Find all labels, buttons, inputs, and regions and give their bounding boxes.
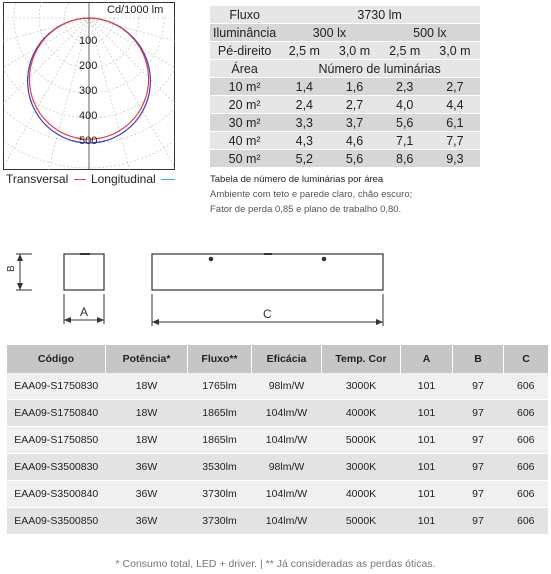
arrow — [97, 317, 104, 323]
area-row — [210, 96, 480, 113]
ring-label: 100 — [79, 35, 98, 47]
pe-direito-row — [210, 42, 480, 59]
polar-unit-label: Cd/1000 lm — [107, 4, 164, 16]
arrow — [152, 319, 159, 325]
col-header: Fluxo** — [188, 345, 252, 373]
count-cell: 2,4 — [279, 96, 329, 113]
legend-transversal-label: Transversal — [6, 172, 69, 186]
polar-legend — [6, 172, 177, 186]
cell: 97 — [453, 427, 504, 454]
area-cell: 50 m² — [210, 150, 279, 167]
height-cell: 3,0 m — [430, 42, 480, 59]
fluxo-row — [210, 6, 480, 23]
ring-label: 400 — [79, 110, 98, 122]
count-cell: 4,0 — [380, 96, 430, 113]
height-cell: 2,5 m — [380, 42, 430, 59]
table-row — [7, 454, 548, 481]
cell: 5000K — [322, 427, 401, 454]
area-header-row — [210, 60, 480, 77]
cell: 606 — [504, 454, 549, 481]
cell: EAA09-S3500840 — [7, 481, 106, 508]
col-header: B — [453, 345, 504, 373]
cell: 101 — [401, 481, 453, 508]
arrow — [17, 254, 23, 261]
cell: EAA09-S1750840 — [7, 400, 106, 427]
caption-line: Ambiente com teto e parede claro, chão escuro; — [210, 189, 413, 200]
cell: 5000K — [322, 508, 401, 535]
side-view — [152, 254, 383, 290]
cell: 606 — [504, 427, 549, 454]
label-a: A — [80, 305, 89, 319]
height-cell: 2,5 m — [279, 42, 329, 59]
iluminancia-row — [210, 24, 480, 41]
cell: 97 — [453, 508, 504, 535]
lumen-table-caption — [210, 172, 412, 217]
cell: 606 — [504, 508, 549, 535]
cell: 97 — [453, 400, 504, 427]
cell: 1865lm — [188, 427, 252, 454]
caption-line: Fator de perda 0,85 e plano de trabalho 0,80. — [210, 204, 402, 215]
cell: 36W — [106, 481, 188, 508]
area-row — [210, 78, 480, 95]
cell: 18W — [106, 373, 188, 400]
cell: 98lm/W — [252, 373, 322, 400]
count-cell: 5,6 — [329, 150, 379, 167]
cell: 3730lm — [188, 508, 252, 535]
polar-diagram — [3, 2, 175, 170]
cell: 101 — [401, 373, 453, 400]
mount-point — [209, 257, 213, 261]
label-c: C — [263, 307, 272, 321]
cell: 101 — [401, 427, 453, 454]
iluminancia-label: Iluminância — [210, 24, 279, 41]
cell: EAA09-S1750850 — [7, 427, 106, 454]
col-header: Temp. Cor — [322, 345, 401, 373]
col-header: Eficácia — [252, 345, 322, 373]
table-row — [7, 508, 548, 535]
cell: 606 — [504, 481, 549, 508]
cell: 101 — [401, 454, 453, 481]
cell: 4000K — [322, 481, 401, 508]
col-header: A — [401, 345, 453, 373]
cell: 3730lm — [188, 481, 252, 508]
cell: 101 — [401, 508, 453, 535]
col-header: Potência* — [106, 345, 188, 373]
ring-label: 300 — [79, 85, 98, 97]
legend-longitudinal-swatch — [161, 179, 175, 180]
cell: EAA09-S3500850 — [7, 508, 106, 535]
cell: 97 — [453, 373, 504, 400]
cell: EAA09-S3500830 — [7, 454, 106, 481]
area-cell: 10 m² — [210, 78, 279, 95]
cell: 97 — [453, 481, 504, 508]
cell: 3000K — [322, 373, 401, 400]
cell: 36W — [106, 454, 188, 481]
cell: 36W — [106, 508, 188, 535]
product-table — [7, 345, 548, 535]
count-cell: 7,1 — [380, 132, 430, 149]
legend-longitudinal-label: Longitudinal — [90, 172, 156, 186]
dimension-drawing — [0, 240, 551, 330]
ring-label: 200 — [79, 60, 98, 72]
ring-label: 500 — [79, 135, 98, 147]
label-b: B — [6, 265, 17, 272]
count-cell: 2,7 — [430, 78, 480, 95]
pe-direito-label: Pé-direito — [210, 42, 279, 59]
cell: 101 — [401, 400, 453, 427]
count-cell: 3,7 — [329, 114, 379, 131]
cell: 104lm/W — [252, 400, 322, 427]
col-header: C — [504, 345, 549, 373]
count-cell: 4,3 — [279, 132, 329, 149]
section-view — [64, 254, 104, 290]
cell: 97 — [453, 454, 504, 481]
count-cell: 4,6 — [329, 132, 379, 149]
cell: 104lm/W — [252, 508, 322, 535]
area-row — [210, 150, 480, 167]
cell: 606 — [504, 400, 549, 427]
table-row — [7, 427, 548, 454]
mount-point — [322, 257, 326, 261]
table-row — [7, 373, 548, 400]
product-table-header — [7, 345, 548, 373]
count-cell: 1,4 — [279, 78, 329, 95]
count-cell: 2,3 — [380, 78, 430, 95]
count-cell: 1,6 — [329, 78, 379, 95]
table-row — [7, 400, 548, 427]
fluxo-label: Fluxo — [210, 6, 279, 23]
caption-title: Tabela de número de luminárias por área — [210, 174, 384, 185]
numero-label: Número de luminárias — [279, 60, 480, 77]
count-cell: 5,2 — [279, 150, 329, 167]
area-row — [210, 132, 480, 149]
count-cell: 3,3 — [279, 114, 329, 131]
lumen-table — [210, 5, 480, 168]
col-header: Código — [7, 345, 106, 373]
footnote: * Consumo total, LED + driver. | ** Já consideradas as perdas óticas. — [115, 558, 436, 570]
cell: 18W — [106, 427, 188, 454]
count-cell: 6,1 — [430, 114, 480, 131]
count-cell: 4,4 — [430, 96, 480, 113]
count-cell: 8,6 — [380, 150, 430, 167]
area-cell: 40 m² — [210, 132, 279, 149]
height-cell: 3,0 m — [329, 42, 379, 59]
area-cell: 20 m² — [210, 96, 279, 113]
cell: 1865lm — [188, 400, 252, 427]
area-label: Área — [210, 60, 279, 77]
cell: 98lm/W — [252, 454, 322, 481]
cell: 104lm/W — [252, 427, 322, 454]
arrow — [17, 283, 23, 290]
cell: 1765lm — [188, 373, 252, 400]
count-cell: 7,7 — [430, 132, 480, 149]
area-cell: 30 m² — [210, 114, 279, 131]
count-cell: 9,3 — [430, 150, 480, 167]
legend-transversal-swatch — [74, 179, 86, 180]
arrow — [376, 319, 383, 325]
table-row — [7, 481, 548, 508]
lux-500: 500 lx — [380, 24, 480, 41]
count-cell: 2,7 — [329, 96, 379, 113]
cell: 3530lm — [188, 454, 252, 481]
cell: EAA09-S1750830 — [7, 373, 106, 400]
fluxo-value: 3730 lm — [279, 6, 480, 23]
cell: 4000K — [322, 400, 401, 427]
lux-300: 300 lx — [279, 24, 379, 41]
cell: 18W — [106, 400, 188, 427]
cell: 3000K — [322, 454, 401, 481]
area-row — [210, 114, 480, 131]
cell: 606 — [504, 373, 549, 400]
cell: 104lm/W — [252, 481, 322, 508]
count-cell: 5,6 — [380, 114, 430, 131]
arrow — [64, 317, 71, 323]
